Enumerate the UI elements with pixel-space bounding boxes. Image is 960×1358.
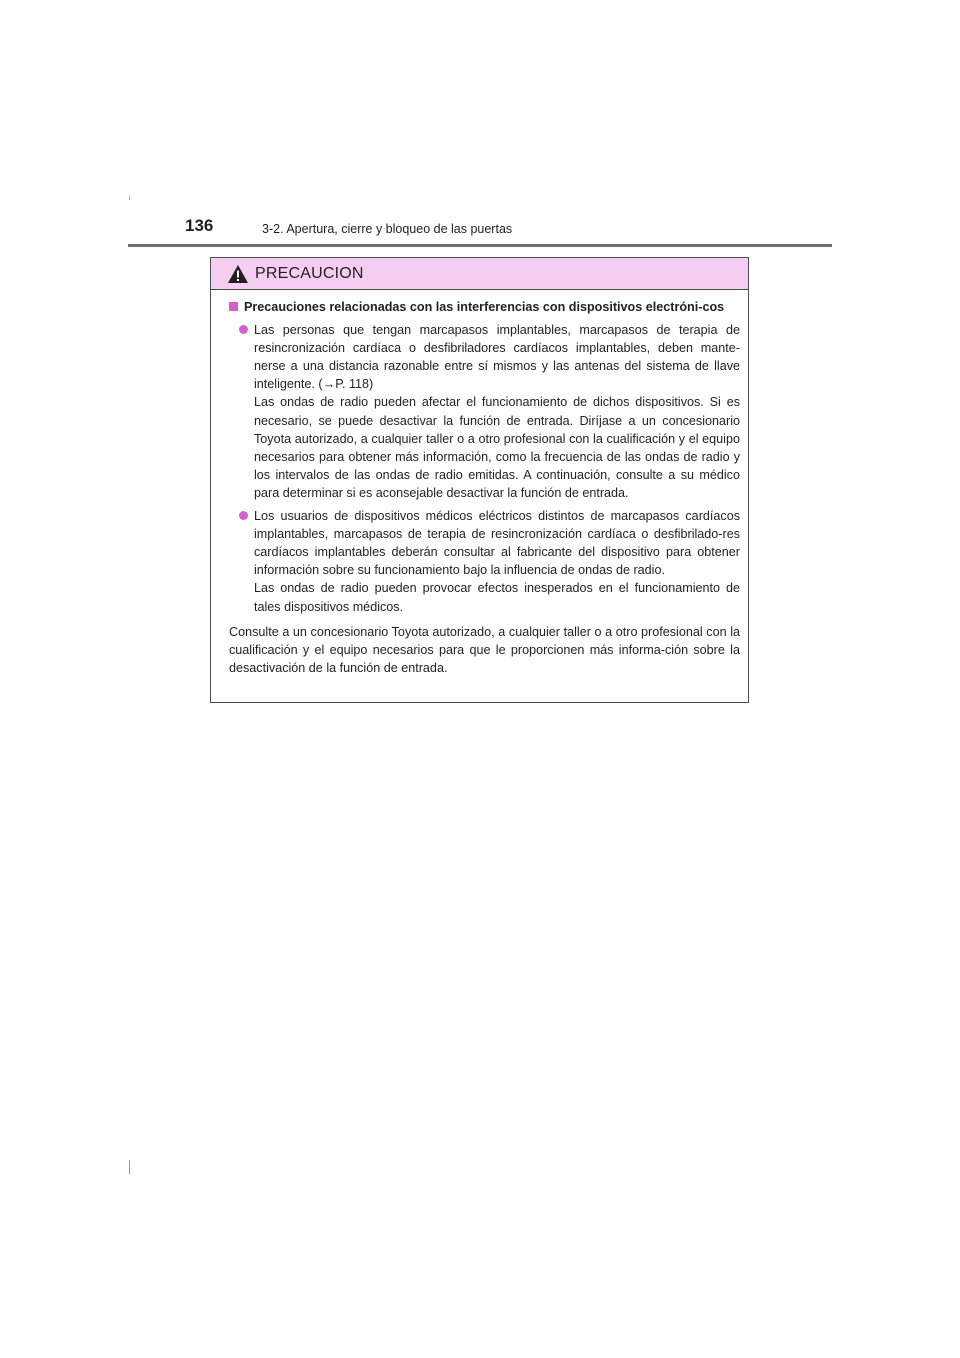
bullet-paragraph: Los usuarios de dispositivos médicos eléctricos distintos de marcapasos cardíacos implantables, marcapasos de terapia de resincronización cardíaca o desfibrilado-res cardíacos implantables deberán consultar al fabricante del dispositivo para obtener información sobre su funcionamiento bajo la influencia de ondas de radio.: [254, 509, 740, 578]
square-bullet-icon: [229, 302, 238, 311]
caution-heading-text: Precauciones relacionadas con las interferencias con dispositivos electróni-cos: [244, 300, 725, 314]
section-title: 3-2. Apertura, cierre y bloqueo de las puertas: [262, 222, 513, 236]
list-item: [229, 321, 740, 502]
header-rule: [128, 244, 832, 247]
caution-title: PRECAUCION: [255, 264, 364, 282]
bullet-paragraph: Las ondas de radio pueden afectar el funcionamiento de dichos dispositivos. Si es necesario, se puede desactivar la función de entrada. Diríjase a un concesionario Toyota autorizado, a cualquier taller o a otro profesional con la cualificación y el equipo necesarios para obtener más información, como la frecuencia de las ondas de radio y los intervalos de las ondas de radio emitidas. A continuación, consulte a su médico para determinar si es aconsejable desactivar la función de entrada.: [254, 395, 740, 500]
circle-bullet-icon: [239, 511, 248, 520]
caution-body: [211, 290, 748, 677]
margin-mark-bottom: [129, 1160, 130, 1174]
page-number: 136: [185, 216, 214, 235]
warning-triangle-icon: [227, 264, 249, 284]
caution-heading: [229, 298, 740, 316]
margin-mark-top: [129, 196, 130, 200]
bullet-paragraph: Las ondas de radio pueden provocar efectos inesperados en el funcionamiento de tales dispositivos médicos.: [254, 581, 740, 614]
list-item: [229, 507, 740, 616]
circle-bullet-icon: [239, 325, 248, 334]
closing-paragraph: Consulte a un concesionario Toyota autorizado, a cualquier taller o a otro profesional con la cualificación y el equipo necesarios para que le proporcionen más informa-ción sobre la desactivación de la función de entrada.: [229, 624, 740, 675]
caution-box: [210, 257, 749, 703]
bullet-paragraph: Las personas que tengan marcapasos implantables, marcapasos de terapia de resincronización cardíaca o desfibriladores cardíacos implantables, deben mante-nerse a una distancia razonable entre sí mismos y las antenas del sistema de llave inteligente. (→P. 118): [254, 323, 740, 392]
caution-header: [211, 258, 748, 290]
